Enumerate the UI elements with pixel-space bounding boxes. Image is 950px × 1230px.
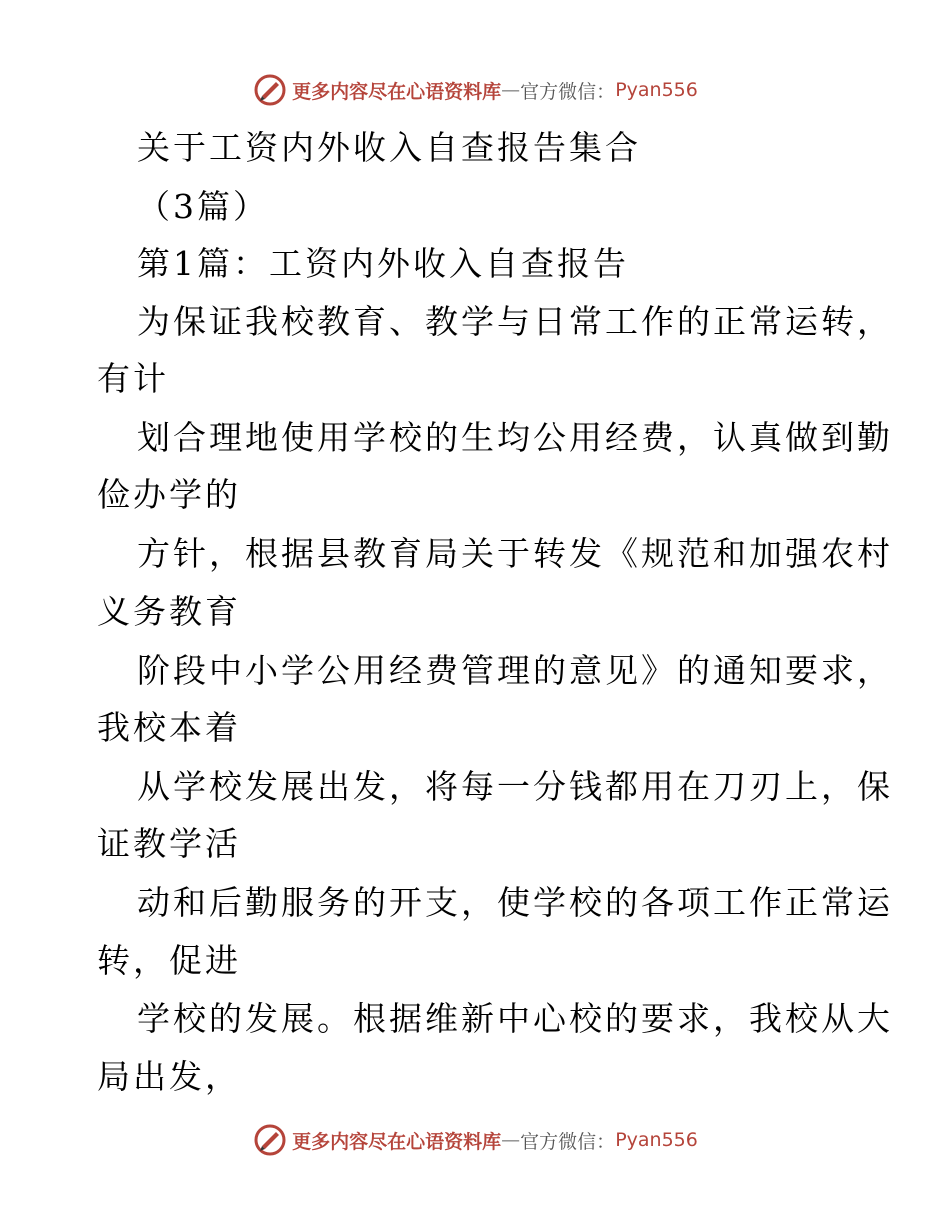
paragraph-line: 有计	[97, 359, 169, 398]
banner-wechat-id: Pyan556	[615, 1129, 698, 1151]
document-title: 关于工资内外收入自查报告集合	[137, 128, 641, 167]
paragraph-line: 证教学活	[97, 824, 241, 863]
paragraph-line: 局出发，	[97, 1057, 241, 1096]
footer-banner	[0, 1120, 950, 1160]
paragraph-line: 义务教育	[97, 592, 241, 631]
banner-wechat-id: Pyan556	[615, 79, 698, 101]
section-heading: 第1篇：工资内外收入自查报告	[137, 244, 629, 283]
paragraph-line: 转，促进	[97, 941, 241, 980]
paragraph-line: 方针，根据县教育局关于转发《规范和加强农村	[137, 534, 893, 573]
banner-separator: —	[501, 1129, 521, 1151]
paragraph-line: 划合理地使用学校的生均公用经费，认真做到勤	[137, 418, 893, 457]
paragraph-line: 动和后勤服务的开支，使学校的各项工作正常运	[137, 883, 893, 922]
paragraph-line: 俭办学的	[97, 475, 241, 514]
pen-logo-icon	[252, 72, 288, 108]
paragraph-line: 我校本着	[97, 708, 241, 747]
banner-main-text: 更多内容尽在心语资料库	[292, 80, 502, 103]
banner-wechat-label: 官方微信：	[520, 80, 616, 103]
document-subtitle: （3篇）	[137, 187, 269, 226]
pen-logo-icon	[252, 1122, 288, 1158]
paragraph-line: 从学校发展出发，将每一分钱都用在刀刃上，保	[137, 767, 893, 806]
paragraph-line: 为保证我校教育、教学与日常工作的正常运转，	[137, 302, 893, 341]
paragraph-line: 学校的发展。根据维新中心校的要求，我校从大	[137, 999, 893, 1038]
banner-main-text: 更多内容尽在心语资料库	[292, 1130, 502, 1153]
header-banner	[0, 70, 950, 110]
banner-separator: —	[501, 79, 521, 101]
paragraph-line: 阶段中小学公用经费管理的意见》的通知要求，	[137, 651, 893, 690]
banner-wechat-label: 官方微信：	[520, 1130, 616, 1153]
